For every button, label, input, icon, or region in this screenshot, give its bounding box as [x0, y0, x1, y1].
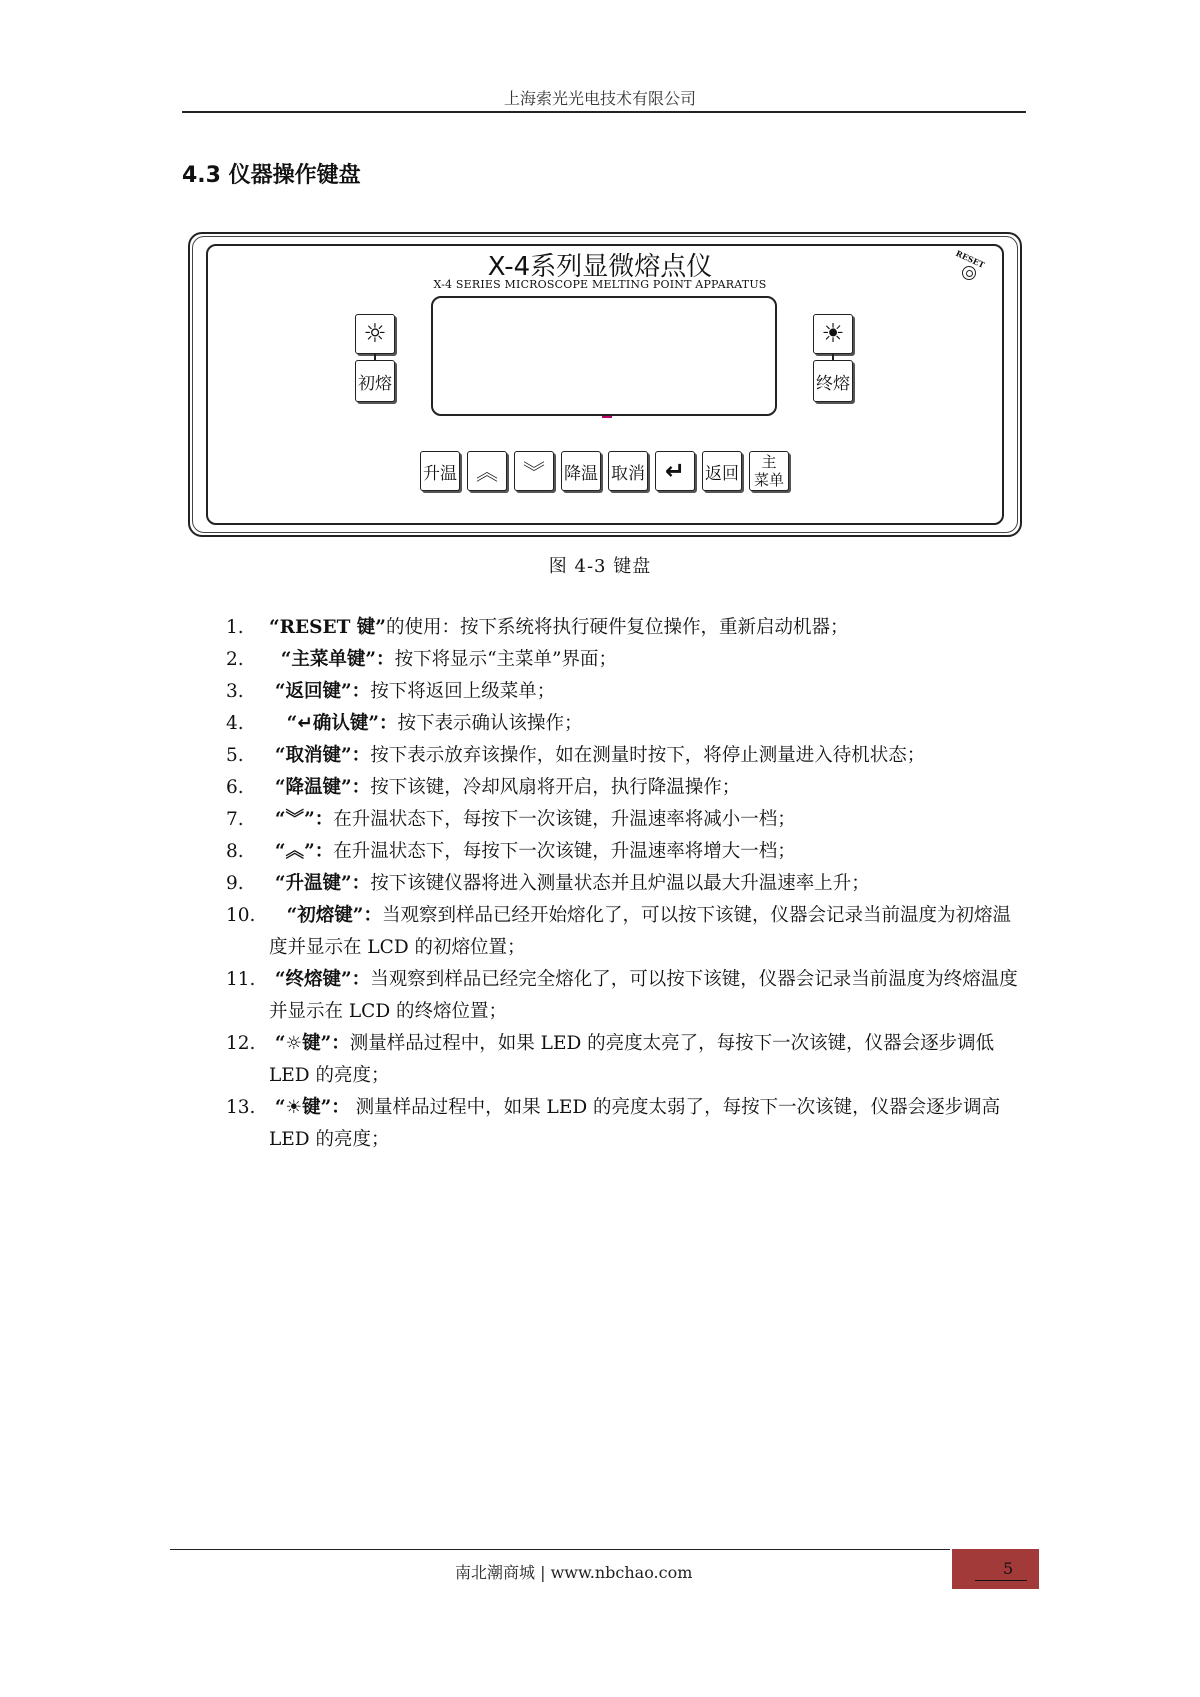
cancel-key[interactable]: 取消 — [608, 451, 648, 491]
double-chevron-down-icon: ︾ — [285, 809, 305, 830]
page-number-box — [952, 1549, 1039, 1589]
double-chevron-up-icon: ︽ — [475, 460, 498, 486]
header-divider — [182, 111, 1026, 113]
bright-led-key[interactable] — [813, 314, 853, 354]
double-chevron-down-icon: ︾ — [522, 460, 545, 486]
device-title: X-4系列显微熔点仪 — [487, 252, 713, 282]
list-item: 6. “降温键”：按下该键，冷却风扇将开启，执行降温操作； — [226, 777, 741, 798]
key-description-list — [226, 612, 1026, 1156]
figure-caption: 图 4-3 键盘 — [548, 556, 652, 577]
lcd-marker — [602, 416, 612, 418]
device-subtitle: X-4 SERIES MICROSCOPE MELTING POINT APPARATUS — [433, 278, 767, 291]
list-item: 13. “☀键”： 测量样品过程中，如果 LED 的亮度太弱了，每按下一次该键，仪器会逐步调高 LED 的亮度； — [226, 1097, 1001, 1150]
sun-outline-icon: ☼ — [363, 319, 387, 349]
initial-melt-key[interactable]: 初熔 — [355, 360, 395, 402]
main-menu-key-line1: 主 — [761, 453, 777, 471]
page-number-underline — [975, 1580, 1027, 1581]
enter-key[interactable] — [655, 451, 695, 491]
list-item: 2. “主菜单键”：按下将显示“主菜单”界面； — [226, 649, 617, 670]
section-title: 4.3 仪器操作键盘 — [182, 163, 361, 188]
rate-up-key[interactable] — [467, 451, 507, 491]
heat-key[interactable]: 升温 — [420, 451, 460, 491]
main-menu-key[interactable] — [749, 451, 789, 491]
list-item: 10. “初熔键”：当观察到样品已经开始熔化了，可以按下该键，仪器会记录当前温度为初熔温度并显示在 LCD 的初熔位置； — [226, 905, 1011, 958]
rate-down-key[interactable] — [514, 451, 554, 491]
company-name: 上海索光光电技术有限公司 — [503, 89, 696, 108]
lcd-display — [431, 296, 777, 416]
reset-label: RESET — [954, 248, 987, 270]
list-item: 4. “↵确认键”：按下表示确认该操作； — [226, 713, 583, 734]
double-chevron-up-icon: ︽ — [285, 841, 305, 862]
footer-site: 南北潮商城 | www.nbchao.com — [455, 1563, 693, 1582]
sun-filled-icon: ☀ — [821, 319, 845, 349]
dim-led-key[interactable] — [355, 314, 395, 354]
sun-filled-icon: ☀ — [285, 1097, 303, 1118]
list-item: 1. “RESET 键”的使用：按下系统将执行硬件复位操作，重新启动机器； — [226, 617, 849, 638]
sun-outline-icon: ☼ — [285, 1033, 303, 1054]
list-item: 12. “☼键”：测量样品过程中，如果 LED 的亮度太亮了，每按下一次该键，仪器会逐步调低 LED 的亮度； — [226, 1033, 995, 1086]
enter-arrow-icon: ↵ — [297, 713, 313, 734]
main-menu-key-line2: 菜单 — [753, 471, 784, 489]
footer-divider — [170, 1549, 950, 1550]
list-item: 9. “升温键”：按下该键仪器将进入测量状态并且炉温以最大升温速率上升； — [226, 873, 870, 894]
list-item: 5. “取消键”：按下表示放弃该操作，如在测量时按下，将停止测量进入待机状态； — [226, 745, 926, 766]
enter-arrow-icon: ↵ — [664, 457, 686, 485]
list-item: 11. “终熔键”：当观察到样品已经完全熔化了，可以按下该键，仪器会记录当前温度为终熔温度并显示在 LCD 的终熔位置； — [226, 969, 1018, 1022]
list-item: 3. “返回键”：按下将返回上级菜单； — [226, 681, 556, 702]
list-item: 8. “︽”：在升温状态下，每按下一次该键，升温速率将增大一档； — [226, 841, 796, 862]
page-number: 5 — [1003, 1559, 1014, 1578]
cool-key[interactable]: 降温 — [561, 451, 601, 491]
back-key[interactable]: 返回 — [702, 451, 742, 491]
final-melt-key[interactable]: 终熔 — [813, 360, 853, 402]
list-item: 7. “︾”：在升温状态下，每按下一次该键，升温速率将减小一档； — [226, 809, 796, 830]
reset-button[interactable] — [962, 266, 976, 280]
